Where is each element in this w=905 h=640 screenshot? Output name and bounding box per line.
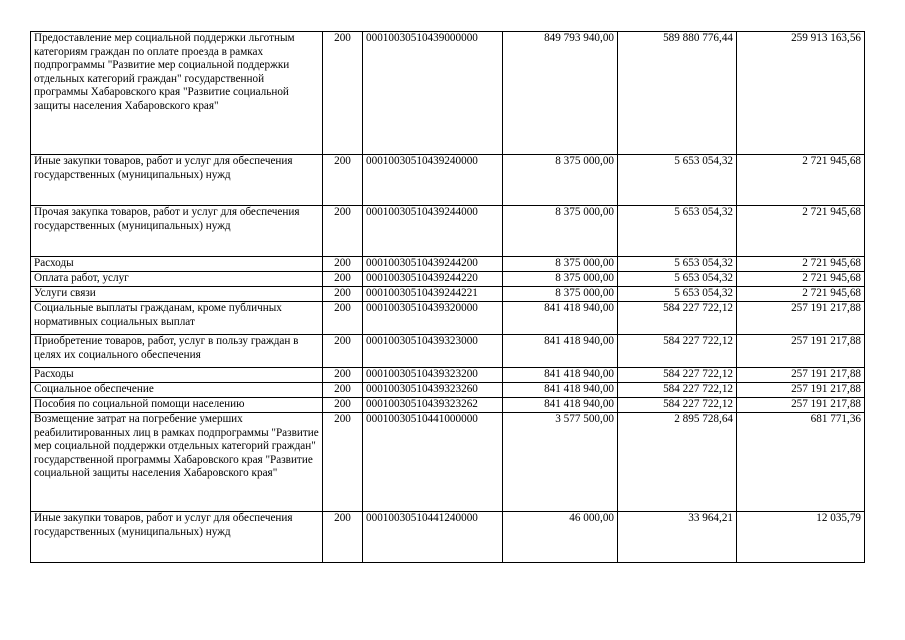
- row-remaining: 257 191 217,88: [737, 398, 865, 413]
- row-approved: 849 793 940,00: [503, 32, 618, 155]
- row-approved: 8 375 000,00: [503, 257, 618, 272]
- row-executed: 5 653 054,32: [618, 287, 737, 302]
- row-name: Услуги связи: [31, 287, 323, 302]
- row-code: 200: [323, 272, 363, 287]
- row-remaining: 2 721 945,68: [737, 206, 865, 257]
- row-code: 200: [323, 368, 363, 383]
- row-classification: 00010030510439244221: [363, 287, 503, 302]
- row-code: 200: [323, 32, 363, 155]
- row-executed: 5 653 054,32: [618, 155, 737, 206]
- row-code: 200: [323, 155, 363, 206]
- table-row: [31, 287, 865, 302]
- row-name: Прочая закупка товаров, работ и услуг для обеспечения государственных (муниципальных) нужд: [31, 206, 323, 257]
- row-code: 200: [323, 512, 363, 563]
- row-name: Социальное обеспечение: [31, 383, 323, 398]
- table-row: [31, 383, 865, 398]
- row-executed: 33 964,21: [618, 512, 737, 563]
- row-code: 200: [323, 287, 363, 302]
- table-row: [31, 155, 865, 206]
- row-name: Приобретение товаров, работ, услуг в пользу граждан в целях их социального обеспечения: [31, 335, 323, 368]
- row-classification: 00010030510439244200: [363, 257, 503, 272]
- row-classification: 00010030510441240000: [363, 512, 503, 563]
- table-row: [31, 257, 865, 272]
- row-name: Предоставление мер социальной поддержки льготным категориям граждан по оплате проезда в рамках подпрограммы "Развитие мер социальной поддержки отдельных категорий граждан" государственной программы Хабаровского края "Развитие социальной защиты населения Хабаровского края": [31, 32, 323, 155]
- row-approved: 8 375 000,00: [503, 287, 618, 302]
- row-code: 200: [323, 257, 363, 272]
- row-executed: 584 227 722,12: [618, 335, 737, 368]
- row-remaining: 257 191 217,88: [737, 368, 865, 383]
- row-classification: 00010030510439244220: [363, 272, 503, 287]
- table-row: [31, 272, 865, 287]
- row-classification: 00010030510439323260: [363, 383, 503, 398]
- row-name: Расходы: [31, 368, 323, 383]
- budget-table: [30, 31, 865, 563]
- row-classification: 00010030510439240000: [363, 155, 503, 206]
- table-row: [31, 302, 865, 335]
- row-approved: 841 418 940,00: [503, 368, 618, 383]
- row-remaining: 257 191 217,88: [737, 302, 865, 335]
- row-remaining: 259 913 163,56: [737, 32, 865, 155]
- row-classification: 00010030510439244000: [363, 206, 503, 257]
- row-name: Социальные выплаты гражданам, кроме публичных нормативных социальных выплат: [31, 302, 323, 335]
- row-approved: 841 418 940,00: [503, 383, 618, 398]
- row-remaining: 257 191 217,88: [737, 335, 865, 368]
- row-approved: 841 418 940,00: [503, 335, 618, 368]
- row-executed: 584 227 722,12: [618, 398, 737, 413]
- row-approved: 8 375 000,00: [503, 272, 618, 287]
- row-approved: 841 418 940,00: [503, 398, 618, 413]
- row-remaining: 2 721 945,68: [737, 155, 865, 206]
- row-code: 200: [323, 335, 363, 368]
- row-approved: 3 577 500,00: [503, 413, 618, 512]
- table-row: [31, 413, 865, 512]
- row-code: 200: [323, 206, 363, 257]
- row-code: 200: [323, 302, 363, 335]
- row-name: Пособия по социальной помощи населению: [31, 398, 323, 413]
- row-classification: 00010030510439323200: [363, 368, 503, 383]
- row-executed: 2 895 728,64: [618, 413, 737, 512]
- row-remaining: 12 035,79: [737, 512, 865, 563]
- table-row: [31, 206, 865, 257]
- row-remaining: 2 721 945,68: [737, 257, 865, 272]
- row-approved: 841 418 940,00: [503, 302, 618, 335]
- row-executed: 584 227 722,12: [618, 302, 737, 335]
- table-body: [31, 32, 865, 563]
- row-executed: 589 880 776,44: [618, 32, 737, 155]
- table-row: [31, 512, 865, 563]
- row-code: 200: [323, 413, 363, 512]
- row-classification: 00010030510439000000: [363, 32, 503, 155]
- row-approved: 8 375 000,00: [503, 155, 618, 206]
- row-code: 200: [323, 383, 363, 398]
- row-remaining: 2 721 945,68: [737, 272, 865, 287]
- row-approved: 46 000,00: [503, 512, 618, 563]
- row-executed: 5 653 054,32: [618, 272, 737, 287]
- row-classification: 00010030510441000000: [363, 413, 503, 512]
- row-executed: 584 227 722,12: [618, 368, 737, 383]
- row-name: Оплата работ, услуг: [31, 272, 323, 287]
- row-executed: 5 653 054,32: [618, 257, 737, 272]
- row-classification: 00010030510439323000: [363, 335, 503, 368]
- row-classification: 00010030510439320000: [363, 302, 503, 335]
- row-approved: 8 375 000,00: [503, 206, 618, 257]
- row-executed: 584 227 722,12: [618, 383, 737, 398]
- table-row: [31, 335, 865, 368]
- table-row: [31, 368, 865, 383]
- table-row: [31, 398, 865, 413]
- row-name: Иные закупки товаров, работ и услуг для обеспечения государственных (муниципальных) нужд: [31, 512, 323, 563]
- row-name: Иные закупки товаров, работ и услуг для обеспечения государственных (муниципальных) нужд: [31, 155, 323, 206]
- row-code: 200: [323, 398, 363, 413]
- row-remaining: 681 771,36: [737, 413, 865, 512]
- row-remaining: 2 721 945,68: [737, 287, 865, 302]
- row-classification: 00010030510439323262: [363, 398, 503, 413]
- table-row: [31, 32, 865, 155]
- row-executed: 5 653 054,32: [618, 206, 737, 257]
- row-name: Расходы: [31, 257, 323, 272]
- row-name: Возмещение затрат на погребение умерших реабилитированных лиц в рамках подпрограммы "Развитие мер социальной поддержки отдельных категорий граждан" государственной программы Хабаровского края "Развитие социальной защиты населения Хабаровского края": [31, 413, 323, 512]
- row-remaining: 257 191 217,88: [737, 383, 865, 398]
